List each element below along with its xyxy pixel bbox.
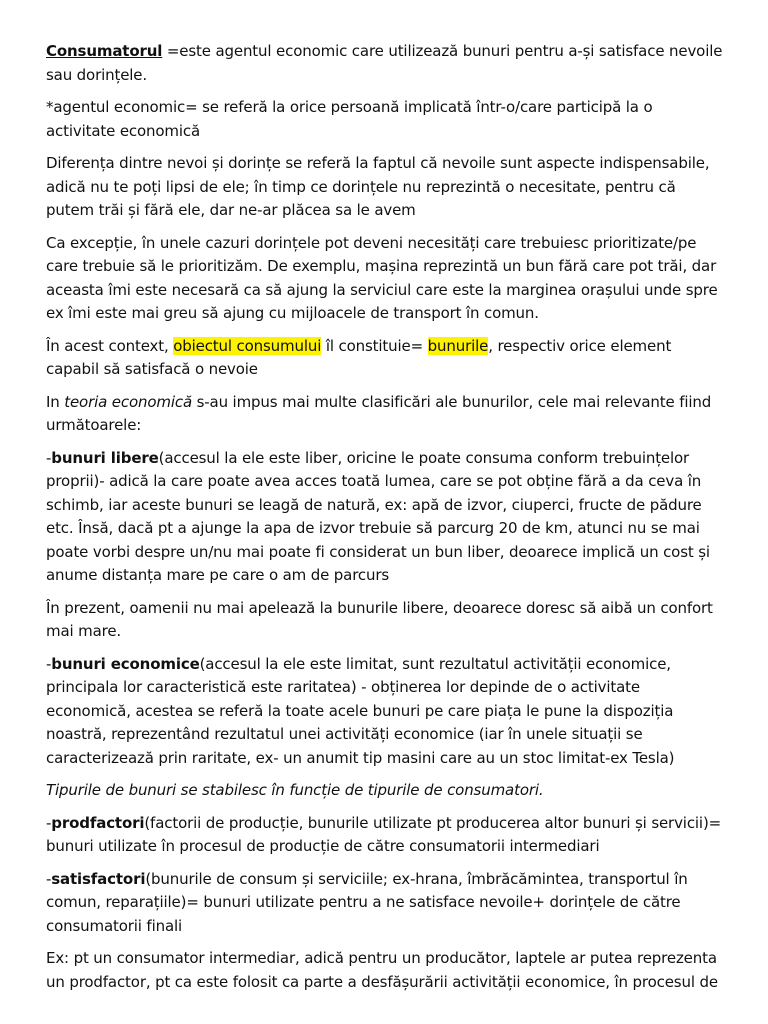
term-bunuri-libere: bunuri libere bbox=[51, 448, 159, 467]
text-segment: (accesul la ele este liber, oricine le poate consuma conform trebuințelor proprii)- adică la care poate avea acces toată lumea, care se pot obține fără a da ceva în schimb, iar aceste bunuri se leagă de natură, ex: apă de izvor, ciuperci, fructe de pădure etc. Însă, dacă pt a ajunge la apa de izvor trebuie să parcurg 20 de km, atunci nu se mai poate vorbi despre un/nu mai poate fi considerat un bun liber, deoarece implică un cost și anume distanța mare pe care o am de parcurs bbox=[46, 448, 710, 584]
paragraph-bunuri-economice bbox=[46, 653, 724, 771]
term-satisfactori: satisfactori bbox=[51, 869, 146, 888]
list-dash: - bbox=[46, 869, 52, 888]
italic-teoria-economica: teoria economică bbox=[64, 392, 192, 411]
paragraph-obiectul-consumului bbox=[46, 335, 724, 382]
definition-consumator bbox=[46, 40, 724, 87]
text-segment: îl constituie= bbox=[321, 336, 428, 355]
text-segment: s-au impus mai multe clasificări ale bunurilor, cele mai relevante fiind următoarele: bbox=[46, 392, 712, 434]
paragraph-tipurile-de-bunuri: Tipurile de bunuri se stabilesc în funcție de tipurile de consumatori. bbox=[46, 781, 544, 799]
text-segment: În acest context, bbox=[46, 336, 174, 355]
text-segment: (factorii de producție, bunurile utilizate pt producerea altor bunuri și servicii)= bunuri utilizate în procesul de producție de către consumatorii intermediari bbox=[46, 813, 722, 855]
term-consumatorul: Consumatorul bbox=[46, 42, 163, 60]
paragraph-satisfactori bbox=[46, 868, 724, 939]
term-bunuri-economice: bunuri economice bbox=[51, 654, 200, 673]
paragraph-in-prezent: În prezent, oamenii nu mai apelează la bunurile libere, deoarece doresc să aibă un confort mai mare. bbox=[46, 598, 713, 640]
note-agent-economic: *agentul economic= se referă la orice persoană implicată într-o/care participă la o activitate economică bbox=[46, 98, 653, 140]
paragraph-exceptie: Ca excepție, în unele cazuri dorințele pot deveni necesități care trebuiesc prioritizate/pe care trebuie să le prioritizăm. De exemplu, mașina reprezintă un bun fără care pot trăi, dar aceasta îmi este necesară ca să ajung la serviciul care este la marginea orașului unde spre ex îmi este mai greu să ajung cu mijloacele de transport în comun. bbox=[46, 233, 718, 322]
definition-text: =este agentul economic care utilizează bunuri pentru a-și satisface nevoile sau dorințele. bbox=[46, 42, 723, 84]
paragraph-nevoi-dorinte: Diferența dintre nevoi și dorințe se referă la faptul că nevoile sunt aspecte indispensabile, adică nu te poți lipsi de ele; în timp ce dorințele nu reprezintă o necesitate, pentru că putem trăi și fără ele, dar ne-ar plăcea sa le avem bbox=[46, 154, 710, 219]
paragraph-bunuri-libere bbox=[46, 447, 724, 588]
paragraph-exemplu: Ex: pt un consumator intermediar, adică pentru un producător, laptele ar putea reprezenta un prodfactor, pt ca este folosit ca parte a desfășurării activității economice, în procesul de bbox=[46, 949, 718, 991]
highlight-bunurile: bunurile bbox=[427, 336, 489, 355]
text-segment: (accesul la ele este limitat, sunt rezultatul activității economice, principala lor caracteristică este raritatea) - obținerea lor depinde de o activitate economică, acestea se referă la toate acele bunuri pe care piața le pune la dispoziția noastră, reprezentând rezultatul unei activități economice (iar în unele situații se caracterizează prin raritate, ex- un anumit tip masini care au un stoc limitat-ex Tesla) bbox=[46, 654, 675, 767]
list-dash: - bbox=[46, 448, 52, 467]
paragraph-prodfactori bbox=[46, 812, 724, 859]
list-dash: - bbox=[46, 654, 52, 673]
text-segment: , respectiv orice element capabil să satisfacă o nevoie bbox=[46, 336, 672, 378]
text-segment: In bbox=[46, 392, 65, 411]
paragraph-teoria-economica bbox=[46, 391, 724, 438]
highlight-obiectul-consumului: obiectul consumului bbox=[173, 336, 322, 355]
text-segment: (bunurile de consum și serviciile; ex-hrana, îmbrăcămintea, transportul în comun, reparațiile)= bunuri utilizate pentru a ne satisface nevoile+ dorințele de către consumatorii finali bbox=[46, 869, 688, 935]
list-dash: - bbox=[46, 813, 52, 832]
term-prodfactori: prodfactori bbox=[51, 813, 145, 832]
